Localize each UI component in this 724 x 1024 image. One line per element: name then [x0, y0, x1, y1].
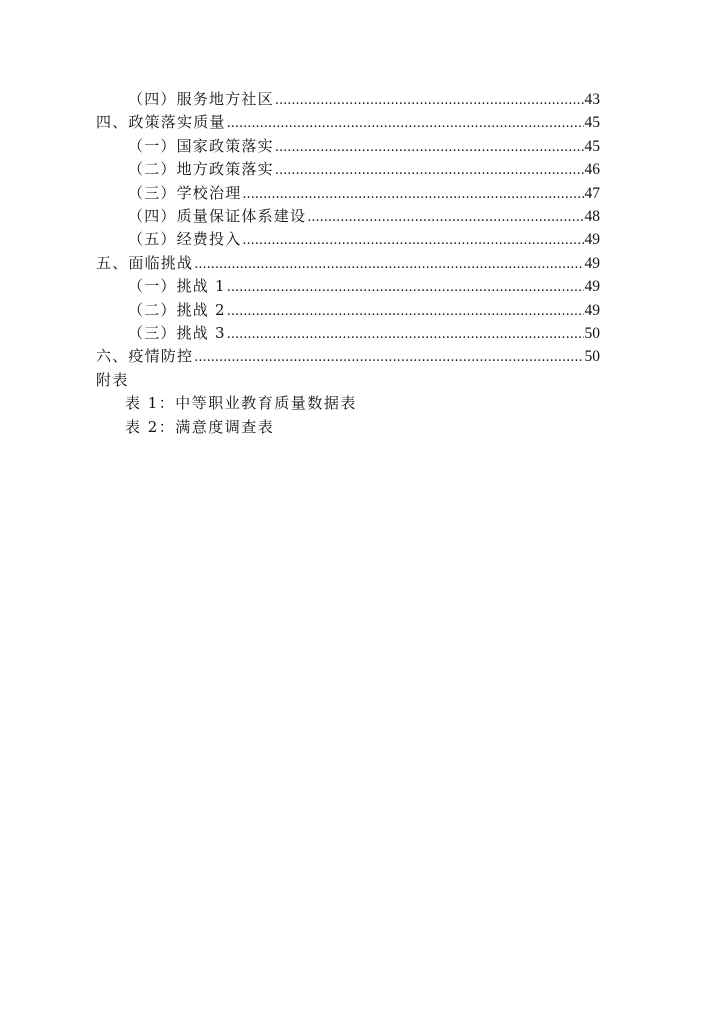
toc-entry[interactable]	[96, 205, 600, 228]
toc-entry[interactable]	[96, 322, 600, 345]
toc-page-number: 45	[584, 114, 600, 132]
table-of-contents	[96, 88, 600, 369]
toc-dot-leader	[242, 183, 583, 206]
appendix-section	[96, 369, 600, 439]
appendix-list	[96, 392, 600, 439]
toc-dot-leader	[227, 300, 584, 323]
toc-entry-label: （三）挑战 3	[128, 323, 226, 342]
toc-page-number: 49	[584, 301, 600, 319]
toc-dot-leader	[275, 136, 584, 159]
toc-page-number: 49	[584, 278, 600, 296]
toc-dot-leader	[227, 112, 584, 135]
toc-entry[interactable]	[96, 345, 600, 368]
toc-entry-label: 五、面临挑战	[96, 253, 194, 272]
toc-entry-label: （一）挑战 1	[128, 277, 226, 296]
toc-entry[interactable]	[96, 228, 600, 251]
toc-entry-label: （四）服务地方社区	[128, 90, 274, 108]
toc-entry-label: 六、疫情防控	[96, 347, 194, 366]
toc-dot-leader	[194, 253, 583, 276]
appendix-title: 附表	[96, 371, 130, 389]
toc-page-number: 46	[584, 161, 600, 179]
toc-page-number: 45	[584, 137, 600, 155]
toc-entry[interactable]	[96, 275, 600, 298]
toc-entry-label: （四）质量保证体系建设	[128, 206, 307, 225]
toc-page-number: 49	[584, 254, 600, 272]
toc-entry-label: （二）挑战 2	[128, 300, 226, 319]
toc-page-number: 47	[584, 184, 600, 202]
appendix-item[interactable]: 表 2：满意度调查表	[125, 417, 275, 436]
toc-entry[interactable]	[96, 299, 600, 322]
toc-entry-label: （五）经费投入	[128, 230, 242, 249]
toc-entry[interactable]	[96, 111, 600, 134]
toc-entry[interactable]	[96, 252, 600, 275]
toc-page-number: 50	[584, 324, 600, 342]
toc-dot-leader	[275, 159, 584, 182]
toc-dot-leader	[275, 89, 584, 112]
toc-dot-leader	[194, 346, 583, 369]
toc-entry[interactable]	[96, 182, 600, 205]
appendix-item[interactable]: 表 1：中等职业教育质量数据表	[125, 394, 357, 413]
toc-entry[interactable]	[96, 158, 600, 181]
toc-entry[interactable]	[96, 88, 600, 111]
toc-page-number: 48	[584, 207, 600, 225]
toc-entry[interactable]	[96, 135, 600, 158]
toc-page-number: 50	[584, 348, 600, 366]
toc-dot-leader	[307, 206, 583, 229]
toc-dot-leader	[227, 323, 584, 346]
toc-entry-label: （三）学校治理	[128, 183, 242, 202]
toc-entry-label: （二）地方政策落实	[128, 160, 274, 179]
toc-entry-label: 四、政策落实质量	[96, 113, 226, 132]
toc-dot-leader	[242, 229, 583, 252]
toc-page-number: 49	[584, 231, 600, 249]
toc-entry-label: （一）国家政策落实	[128, 136, 274, 155]
toc-page-number: 43	[584, 91, 600, 108]
toc-dot-leader	[227, 276, 584, 299]
